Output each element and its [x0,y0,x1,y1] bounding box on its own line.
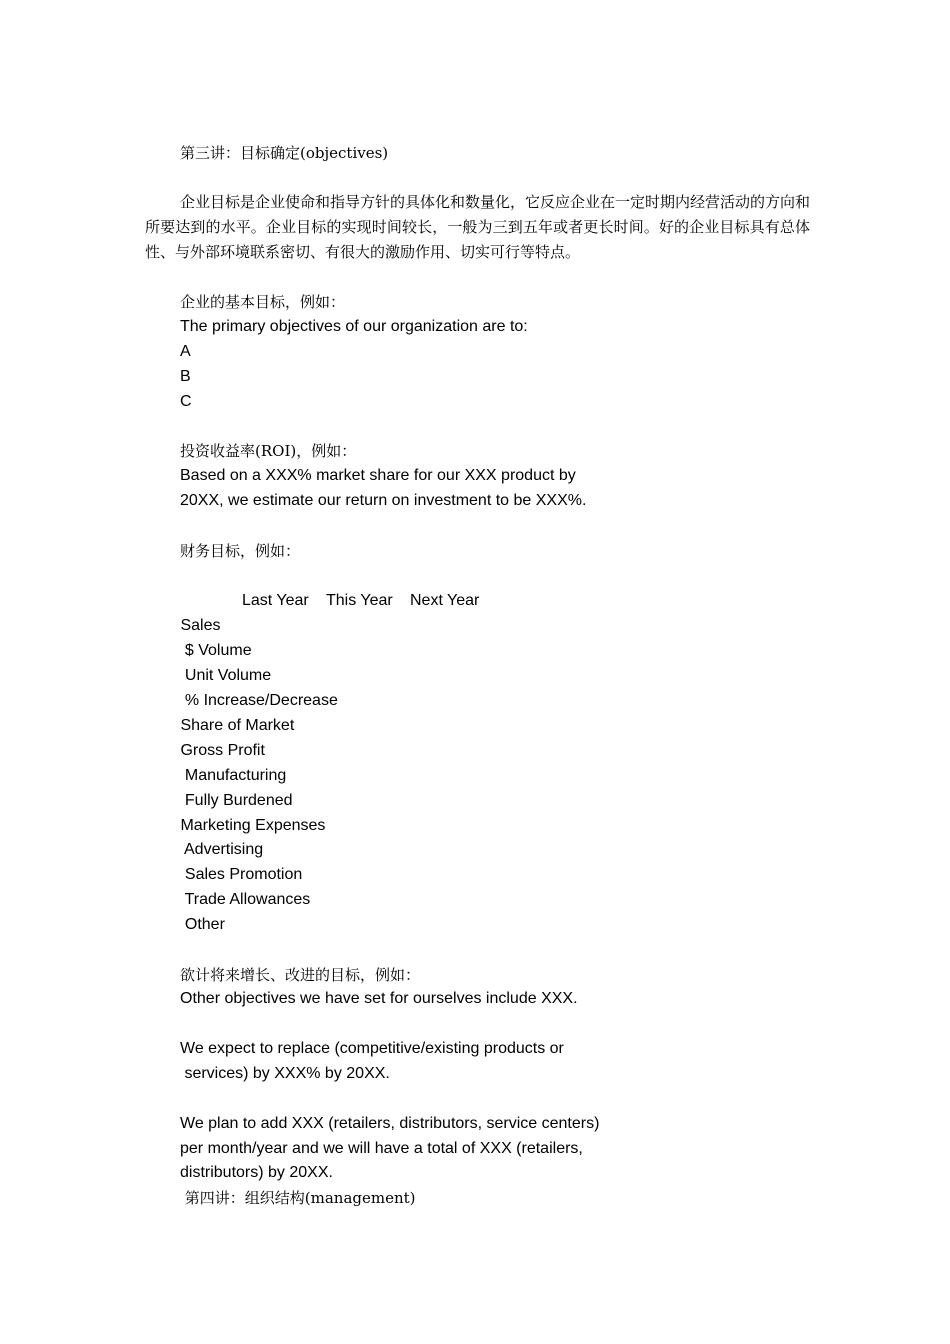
table-row: Share of Market [176,717,295,734]
add-line-1: We plan to add XXX (retailers, distributors, service centers) [180,1115,600,1132]
table-row: Trade Allowances [176,891,311,908]
roi-line-1: Based on a XXX% market share for our XXX product by [180,467,576,484]
section-heading-4: 第四讲：组织结构(management) [180,1189,416,1207]
table-row: Other [176,916,225,933]
add-line-2: per month/year and we will have a total of XXX (retailers, [180,1140,583,1157]
growth-label: 欲计将来增长、改进的目标，例如： [180,966,421,984]
table-row: % Increase/Decrease [176,692,338,709]
table-row: Sales [176,617,221,634]
replace-line-2: services) by XXX% by 20XX. [180,1065,390,1082]
add-line-3: distributors) by 20XX. [180,1164,333,1181]
roi-line-2: 20XX, we estimate our return on investment to be XXX%. [180,492,587,509]
table-row: Marketing Expenses [176,817,326,834]
column-header-next-year: Next Year [410,592,480,609]
table-row: Sales Promotion [176,866,303,883]
table-row: Advertising [176,841,264,858]
column-header-this-year: This Year [326,592,393,609]
section-heading-3: 第三讲：目标确定(objectives) [180,144,389,162]
financial-label: 财务目标，例如： [180,542,301,560]
roi-label: 投资收益率(ROI)，例如： [180,442,357,460]
table-row: Unit Volume [176,667,272,684]
objective-item-c: C [180,393,192,410]
basic-objectives-label: 企业的基本目标，例如： [180,293,346,311]
intro-paragraph: 企业目标是企业使命和指导方针的具体化和数量化，它反应企业在一定时期内经营活动的方向和所要达到的水平。企业目标的实现时间较长，一般为三到五年或者更长时间。好的企业目标具有总体性、与外部环境联系密切、有很大的激励作用、切实可行等特点。 [145,193,811,261]
column-header-last-year: Last Year [242,592,309,609]
basic-objectives-sentence: The primary objectives of our organization are to: [180,318,528,335]
growth-line-1: Other objectives we have set for ourselves include XXX. [180,990,578,1007]
objective-item-a: A [180,343,191,360]
objective-item-b: B [180,368,191,385]
replace-line-1: We expect to replace (competitive/existing products or [180,1040,564,1057]
table-row: Gross Profit [176,742,265,759]
table-row: Manufacturing [176,767,287,784]
table-row: $ Volume [176,642,252,659]
table-row: Fully Burdened [176,792,293,809]
